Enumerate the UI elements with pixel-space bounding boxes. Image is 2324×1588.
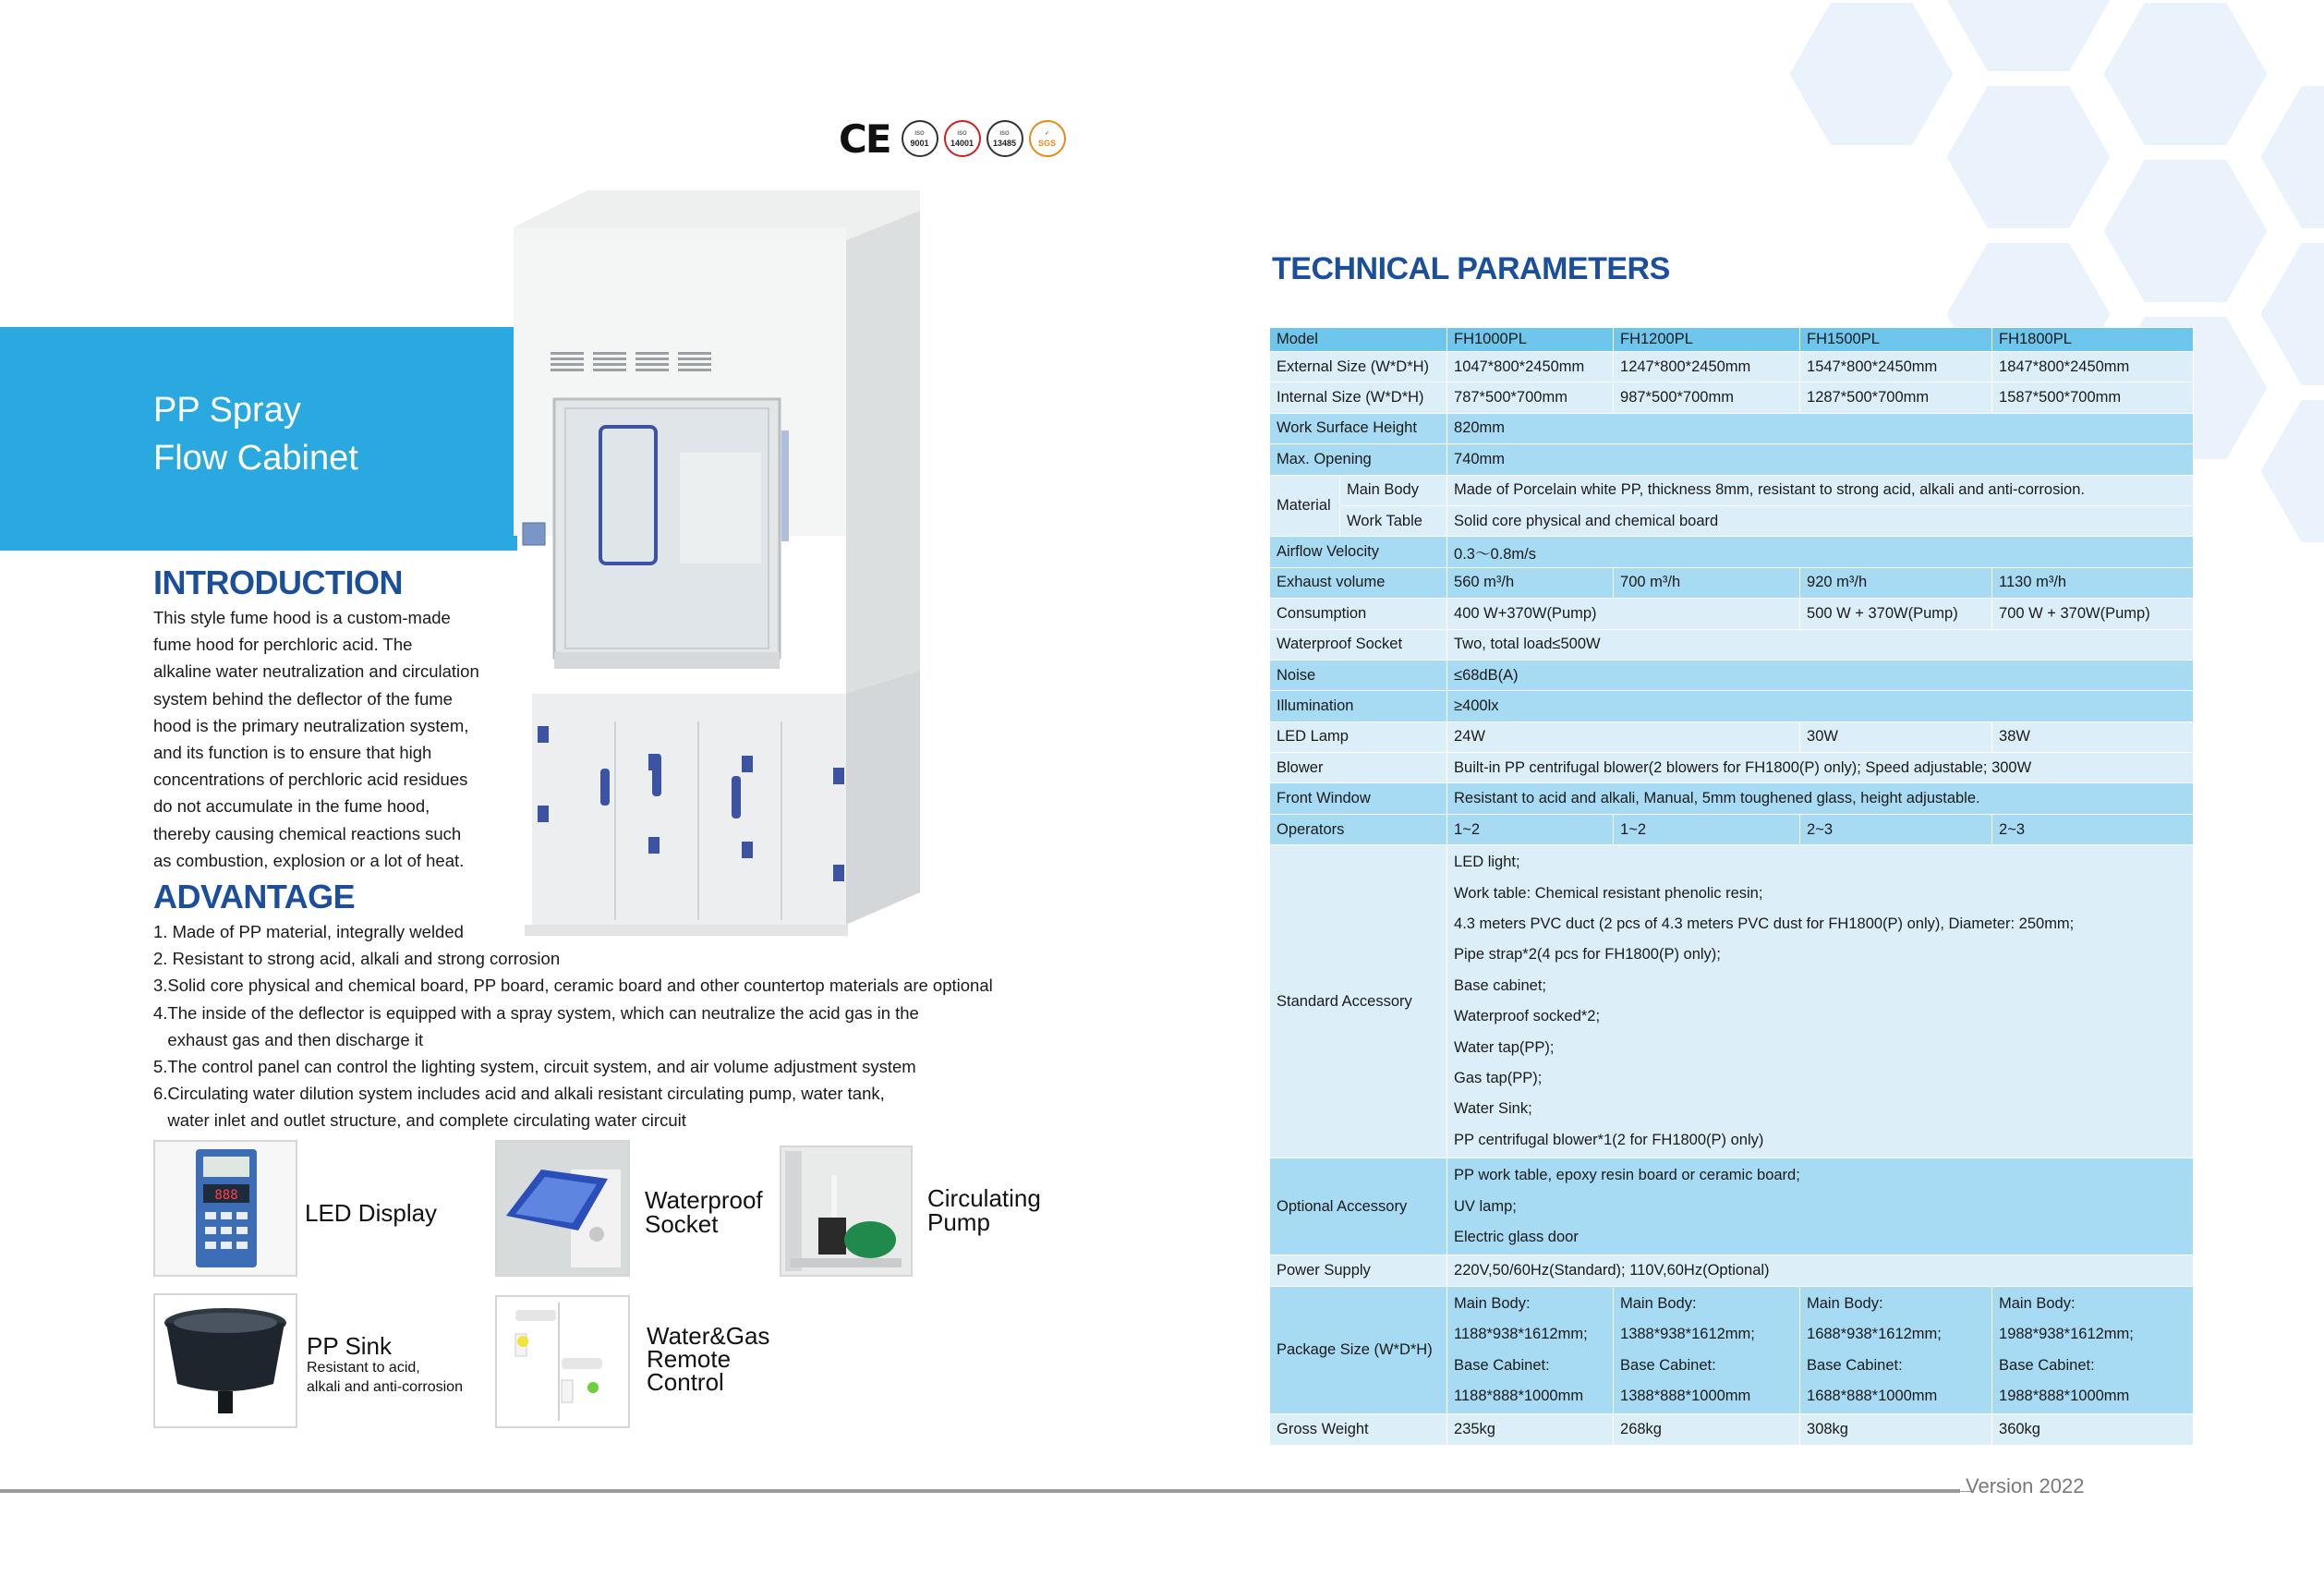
intro-line: do not accumulate in the fume hood, xyxy=(153,796,430,817)
product-title-line1: PP Spray xyxy=(153,391,301,430)
table-cell: 740mm xyxy=(1447,444,2194,475)
table-cell: 24W xyxy=(1447,721,1800,752)
table-cell: 560 m³/h xyxy=(1447,567,1614,598)
led-screen-digits: 888 xyxy=(214,1188,238,1203)
product-title xyxy=(153,386,358,482)
table-row xyxy=(1270,1255,2194,1286)
accessory-line: Gas tap(PP); xyxy=(1454,1069,1543,1086)
intro-line: thereby causing chemical reactions such xyxy=(153,823,462,843)
accessory-line: Water Sink; xyxy=(1454,1100,1532,1118)
package-line: Main Body: xyxy=(1999,1294,2076,1312)
package-line: Main Body: xyxy=(1620,1294,1697,1312)
waterproof-label-line2: Socket xyxy=(645,1210,719,1238)
pp-sink-description xyxy=(307,1358,463,1397)
table-cell: 1247*800*2450mm xyxy=(1614,352,1800,382)
package-line: Base Cabinet: xyxy=(1807,1356,1903,1374)
table-row xyxy=(1270,1158,2194,1255)
table-row xyxy=(1270,629,2194,660)
table-cell xyxy=(1614,1286,1800,1414)
package-line: Main Body: xyxy=(1807,1294,1883,1312)
table-row xyxy=(1270,328,2194,352)
table-cell: 38W xyxy=(1992,721,2194,752)
remote-label-line3: Control xyxy=(647,1368,724,1396)
water-gas-remote-image xyxy=(495,1295,630,1428)
table-cell: Operators xyxy=(1270,814,1447,844)
package-line: 1388*938*1612mm; xyxy=(1620,1326,1755,1343)
accessory-line: Pipe strap*2(4 pcs for FH1800(P) only); xyxy=(1454,946,1721,964)
pump-label-line1: Circulating xyxy=(927,1184,1041,1212)
table-cell: Waterproof Socket xyxy=(1270,629,1447,660)
table-cell: Noise xyxy=(1270,660,1447,690)
table-row xyxy=(1270,382,2194,413)
table-cell xyxy=(1447,1158,2194,1255)
table-row xyxy=(1270,783,2194,814)
table-cell xyxy=(1800,1286,1992,1414)
table-row xyxy=(1270,599,2194,629)
iso-13485-badge: ISO 13485 xyxy=(986,120,1023,157)
table-cell: 500 W + 370W(Pump) xyxy=(1800,599,1992,629)
table-cell: Illumination xyxy=(1270,691,1447,721)
table-cell: 2~3 xyxy=(1800,814,1992,844)
package-line: Base Cabinet: xyxy=(1454,1356,1550,1374)
table-cell: Blower xyxy=(1270,753,1447,783)
table-cell: 820mm xyxy=(1447,413,2194,443)
remote-label-line2: Remote xyxy=(647,1345,732,1373)
pp-sink-image xyxy=(153,1293,297,1428)
table-cell: 700 W + 370W(Pump) xyxy=(1992,599,2194,629)
intro-line: as combustion, explosion or a lot of heat. xyxy=(153,850,465,870)
package-line: Base Cabinet: xyxy=(1620,1356,1716,1374)
table-row xyxy=(1270,444,2194,475)
package-line: 1688*938*1612mm; xyxy=(1807,1326,1942,1343)
table-cell: ≤68dB(A) xyxy=(1447,660,2194,690)
introduction-heading: INTRODUCTION xyxy=(153,564,403,601)
remote-label-line1: Water&Gas xyxy=(647,1322,770,1350)
table-cell: Model xyxy=(1270,328,1447,352)
table-cell: 360kg xyxy=(1992,1414,2194,1445)
package-line: 1988*888*1000mm xyxy=(1999,1387,2130,1404)
table-cell: Resistant to acid and alkali, Manual, 5mm toughened glass, height adjustable. xyxy=(1447,783,2194,814)
specifications-table xyxy=(1269,327,2194,1446)
table-cell: Gross Weight xyxy=(1270,1414,1447,1445)
advantage-heading: ADVANTAGE xyxy=(153,878,356,915)
intro-line: alkaline water neutralization and circulation xyxy=(153,661,479,682)
advantage-item: 5.The control panel can control the lighting system, circuit system, and air volume adjustment system xyxy=(153,1057,916,1077)
led-display-label: LED Display xyxy=(305,1199,438,1227)
table-cell: Package Size (W*D*H) xyxy=(1270,1286,1447,1414)
table-cell: 787*500*700mm xyxy=(1447,382,1614,413)
waterproof-socket-label xyxy=(645,1188,763,1236)
iso-14001-badge: ISO 14001 xyxy=(944,120,981,157)
table-cell: 235kg xyxy=(1447,1414,1614,1445)
intro-line: and its function is to ensure that high xyxy=(153,743,432,763)
table-cell: FH1200PL xyxy=(1614,328,1800,352)
water-gas-remote-label xyxy=(647,1322,770,1396)
table-cell: Airflow Velocity xyxy=(1270,537,1447,567)
table-cell: Material xyxy=(1270,475,1340,537)
table-row xyxy=(1270,505,2194,536)
advantage-list xyxy=(153,918,1077,1134)
pp-sink-sub2: alkali and anti-corrosion xyxy=(307,1379,463,1395)
table-cell: 1047*800*2450mm xyxy=(1447,352,1614,382)
table-cell: Front Window xyxy=(1270,783,1447,814)
circulating-pump-image xyxy=(780,1146,913,1277)
accessory-line: Water tap(PP); xyxy=(1454,1038,1555,1056)
package-line: 1988*938*1612mm; xyxy=(1999,1326,2134,1343)
table-cell: 220V,50/60Hz(Standard); 110V,60Hz(Optional) xyxy=(1447,1255,2194,1286)
table-cell: Exhaust volume xyxy=(1270,567,1447,598)
table-row xyxy=(1270,475,2194,505)
accessory-line: Electric glass door xyxy=(1454,1228,1579,1245)
table-cell: 1~2 xyxy=(1614,814,1800,844)
table-cell: 1587*500*700mm xyxy=(1992,382,2194,413)
accessory-line: Waterproof socked*2; xyxy=(1454,1008,1601,1025)
table-row xyxy=(1270,1414,2194,1445)
table-row xyxy=(1270,537,2194,567)
table-cell: 1287*500*700mm xyxy=(1800,382,1992,413)
accessory-line: 4.3 meters PVC duct (2 pcs of 4.3 meters PVC dust for FH1800(P) only), Diameter: 250mm; xyxy=(1454,915,2075,933)
table-cell: Work Surface Height xyxy=(1270,413,1447,443)
sgs-badge: ✓ SGS xyxy=(1029,120,1066,157)
table-cell: FH1000PL xyxy=(1447,328,1614,352)
table-row xyxy=(1270,691,2194,721)
pp-sink-label: PP Sink xyxy=(307,1332,393,1360)
table-cell: Max. Opening xyxy=(1270,444,1447,475)
pp-sink-sub1: Resistant to acid, xyxy=(307,1360,420,1376)
accessory-line: UV lamp; xyxy=(1454,1197,1517,1215)
table-cell: Made of Porcelain white PP, thickness 8mm, resistant to strong acid, alkali and anti-corrosion. xyxy=(1447,475,2194,505)
table-cell: LED Lamp xyxy=(1270,721,1447,752)
fume-hood-image xyxy=(514,190,920,957)
table-cell: Standard Accessory xyxy=(1270,845,1447,1158)
table-cell: Power Supply xyxy=(1270,1255,1447,1286)
iso-9001-badge: ISO 9001 xyxy=(902,120,938,157)
table-cell: Consumption xyxy=(1270,599,1447,629)
intro-line: hood is the primary neutralization system, xyxy=(153,715,469,735)
table-cell: 308kg xyxy=(1800,1414,1992,1445)
technical-parameters-heading: TECHNICAL PARAMETERS xyxy=(1272,251,1670,286)
package-line: Main Body: xyxy=(1454,1294,1531,1312)
intro-line: concentrations of perchloric acid residues xyxy=(153,770,468,790)
ce-mark: CE xyxy=(839,115,890,162)
table-cell: Optional Accessory xyxy=(1270,1158,1447,1255)
version-label: Version 2022 xyxy=(1966,1474,2085,1497)
table-cell: FH1500PL xyxy=(1800,328,1992,352)
table-cell: 268kg xyxy=(1614,1414,1800,1445)
table-cell: 1130 m³/h xyxy=(1992,567,2194,598)
table-cell: 1~2 xyxy=(1447,814,1614,844)
table-cell: 400 W+370W(Pump) xyxy=(1447,599,1800,629)
advantage-item: 6.Circulating water dilution system includes acid and alkali resistant circulating pump, water tank, xyxy=(153,1084,885,1104)
table-cell: External Size (W*D*H) xyxy=(1270,352,1447,382)
table-cell: 700 m³/h xyxy=(1614,567,1800,598)
table-cell xyxy=(1447,1286,1614,1414)
table-row xyxy=(1270,567,2194,598)
table-cell: Built-in PP centrifugal blower(2 blowers for FH1800(P) only); Speed adjustable; 300W xyxy=(1447,753,2194,783)
pump-label-line2: Pump xyxy=(927,1208,990,1236)
table-cell xyxy=(1992,1286,2194,1414)
table-row xyxy=(1270,660,2194,690)
table-cell: Two, total load≤500W xyxy=(1447,629,2194,660)
package-line: 1688*888*1000mm xyxy=(1807,1387,1938,1404)
table-cell: FH1800PL xyxy=(1992,328,2194,352)
table-cell: Internal Size (W*D*H) xyxy=(1270,382,1447,413)
intro-line: system behind the deflector of the fume xyxy=(153,688,453,709)
package-line: 1188*888*1000mm xyxy=(1454,1387,1584,1404)
footer-divider xyxy=(0,1489,1960,1493)
table-row xyxy=(1270,721,2194,752)
table-row xyxy=(1270,814,2194,844)
advantage-item: exhaust gas and then discharge it xyxy=(153,1029,424,1049)
intro-line: This style fume hood is a custom-made xyxy=(153,608,451,627)
package-line: 1188*938*1612mm; xyxy=(1454,1326,1588,1343)
accessory-line: Base cabinet; xyxy=(1454,976,1546,994)
table-cell: ≥400lx xyxy=(1447,691,2194,721)
introduction-text xyxy=(153,604,523,874)
intro-line: fume hood for perchloric acid. The xyxy=(153,635,413,655)
table-cell: Work Table xyxy=(1340,505,1447,536)
table-row xyxy=(1270,352,2194,382)
package-line: Base Cabinet: xyxy=(1999,1356,2095,1374)
table-row xyxy=(1270,753,2194,783)
accessory-line: Work table: Chemical resistant phenolic resin; xyxy=(1454,884,1763,902)
accessory-line: PP centrifugal blower*1(2 for FH1800(P) only) xyxy=(1454,1131,1764,1148)
advantage-item: 2. Resistant to strong acid, alkali and strong corrosion xyxy=(153,949,561,969)
certification-logos xyxy=(839,116,1066,161)
advantage-item: 1. Made of PP material, integrally welded xyxy=(153,922,464,941)
table-cell: 1847*800*2450mm xyxy=(1992,352,2194,382)
table-cell: Solid core physical and chemical board xyxy=(1447,505,2194,536)
circulating-pump-label xyxy=(927,1186,1041,1234)
table-cell: 2~3 xyxy=(1992,814,2194,844)
product-title-line2: Flow Cabinet xyxy=(153,439,358,478)
table-cell: 1547*800*2450mm xyxy=(1800,352,1992,382)
table-row xyxy=(1270,413,2194,443)
table-cell: 920 m³/h xyxy=(1800,567,1992,598)
waterproof-socket-image xyxy=(495,1140,630,1277)
advantage-item: 3.Solid core physical and chemical board, PP board, ceramic board and other countertop materials are optional xyxy=(153,976,993,996)
table-cell xyxy=(1447,845,2194,1158)
advantage-item: water inlet and outlet structure, and complete circulating water circuit xyxy=(153,1110,686,1131)
table-cell: 30W xyxy=(1800,721,1992,752)
table-cell: 0.3～0.8m/s xyxy=(1447,537,2194,567)
table-row xyxy=(1270,1286,2194,1414)
table-row xyxy=(1270,845,2194,1158)
advantage-item: 4.The inside of the deflector is equipped with a spray system, which can neutralize the acid gas in the xyxy=(153,1002,919,1023)
package-line: 1388*888*1000mm xyxy=(1620,1387,1751,1404)
table-cell: 987*500*700mm xyxy=(1614,382,1800,413)
table-cell: Main Body xyxy=(1340,475,1447,505)
accessory-line: PP work table, epoxy resin board or ceramic board; xyxy=(1454,1167,1800,1184)
accessory-line: LED light; xyxy=(1454,854,1520,871)
waterproof-label-line1: Waterproof xyxy=(645,1186,763,1214)
led-display-image xyxy=(153,1140,297,1277)
